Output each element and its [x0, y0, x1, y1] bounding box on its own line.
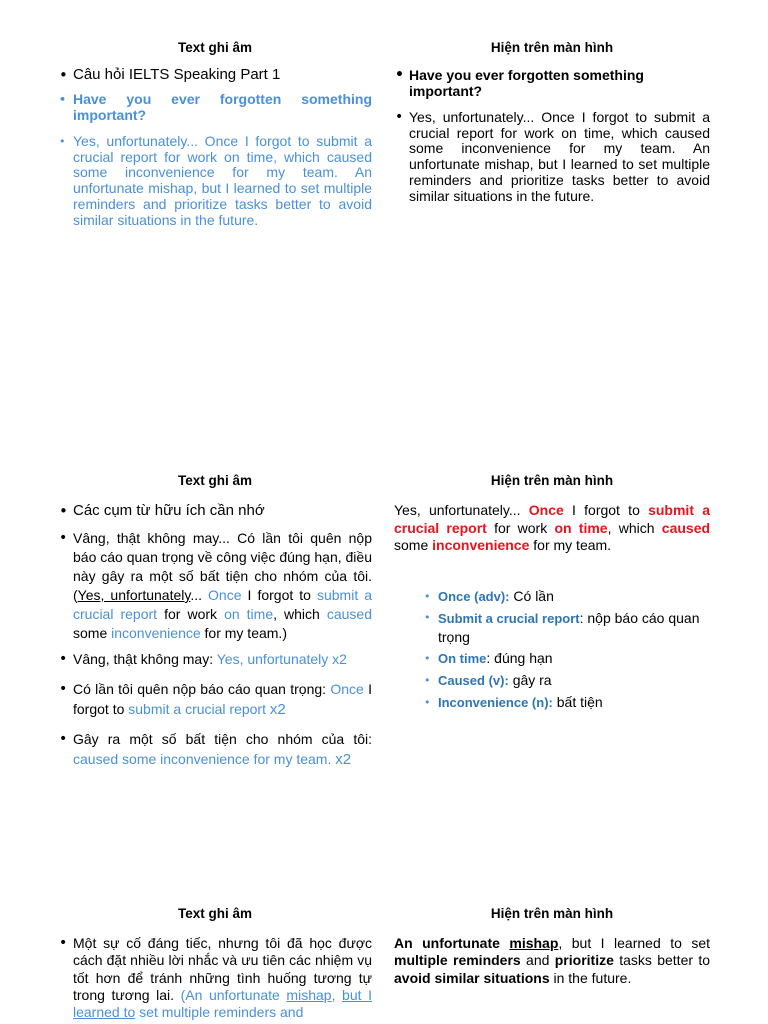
section-3-left-column [58, 905, 372, 1021]
en-text: for work [164, 606, 218, 622]
text: Yes, unfortunately... [394, 502, 521, 518]
en-phrase: Once [208, 587, 242, 603]
en-text: for my team.) [204, 625, 287, 641]
en-text: some [73, 625, 108, 641]
key-phrase: multiple reminders [394, 952, 521, 969]
list-item [58, 134, 372, 228]
section-1-left-column [58, 39, 372, 228]
vocab-meaning: gây ra [512, 671, 552, 688]
en-text: ... [190, 587, 202, 603]
key-phrase: submit a crucial report [394, 502, 710, 536]
vi-text: Có lần tôi quên nộp báo cáo quan trọng: [73, 681, 327, 697]
list-item [394, 110, 710, 204]
left-header: Text ghi âm [177, 473, 252, 488]
vi-text: Một sự cố đáng tiếc, nhưng tôi đã học được cách đặt nhiều lời nhắc và ưu tiên các nhiệm vụ tốt hơn để tránh những tình huống tương tự trong tương lai. [73, 935, 372, 1003]
vocab-meaning: bất tiện [556, 693, 603, 710]
vi-text: Gây ra một số bất tiện cho nhóm của tôi: [73, 731, 372, 747]
section-1-right-column [394, 39, 710, 204]
en-phrase: caused [326, 606, 373, 622]
key-phrase: An unfortunate [394, 935, 500, 951]
vi-text: Vâng, thật không may: [73, 651, 214, 667]
en-phrase: caused some inconvenience for my team. [73, 751, 332, 767]
list-item [58, 935, 372, 1021]
en-phrase: Once [330, 681, 364, 697]
en-phrase: mishap [286, 986, 332, 1003]
vocab-item [423, 587, 710, 606]
text: , which [607, 519, 655, 536]
text: in the future. [553, 969, 632, 986]
text: I forgot to [572, 502, 640, 518]
vocab-term: On time [438, 650, 487, 666]
vocab-item [423, 671, 710, 690]
right-header: Hiện trên màn hình [490, 906, 614, 921]
en-phrase: but I learned to [73, 986, 372, 1021]
highlighted-paragraph [394, 502, 710, 555]
answer: Yes, unfortunately... Once I forgot to submit a crucial report for work on time, which caused some inconvenience for my team. An unfortunate mishap, but I learned to set multiple reminders and prioritize tasks better to avoid similar situations in the future. [73, 133, 372, 228]
list-item [394, 68, 710, 99]
left-list [58, 502, 372, 770]
en-phrase: submit a crucial report [128, 701, 266, 717]
key-phrase: Once [528, 502, 564, 518]
en-phrase: submit a crucial report [73, 587, 373, 622]
vocab-term: Submit a crucial report [438, 610, 580, 626]
answer: Yes, unfortunately... Once I forgot to submit a crucial report for work on time, which caused some inconvenience for my team. An unfortunate mishap, but I learned to set multiple reminders and prioritize tasks better to avoid similar situations in the future. [409, 109, 710, 204]
en-text: I forgot to [247, 587, 311, 603]
section-2-right-column [394, 472, 710, 712]
right-list [394, 68, 710, 204]
left-header: Text ghi âm [177, 906, 252, 921]
list-item [58, 729, 372, 770]
left-header: Text ghi âm [177, 40, 252, 55]
left-list [58, 66, 372, 228]
list-item [58, 502, 372, 520]
vocab-item [423, 649, 710, 668]
key-phrase: avoid similar situations [394, 969, 550, 986]
vocab-meaning: : đúng hạn [486, 649, 553, 666]
text: for my team. [533, 537, 612, 553]
vocab-meaning: : nộp báo cáo quan trọng [438, 609, 700, 645]
vocab-item [423, 609, 710, 646]
en-phrase: (An unfortunate [180, 986, 280, 1003]
vocab-term: Once (adv): [438, 588, 510, 604]
right-header: Hiện trên màn hình [490, 473, 614, 488]
text: and [526, 952, 550, 969]
list-item [58, 529, 372, 643]
right-header: Hiện trên màn hình [490, 40, 614, 55]
en-phrase: Yes, unfortunately x2 [216, 651, 347, 667]
list-item [58, 650, 372, 669]
vocab-term: Caused (v): [438, 672, 509, 688]
en-text: , which [273, 606, 320, 622]
text: , but I learned to set [558, 935, 711, 951]
vocab-list [423, 587, 710, 712]
question: Have you ever forgotten something important? [409, 67, 644, 99]
text: some [394, 537, 429, 553]
en-phrase: inconvenience [111, 625, 201, 641]
key-phrase: mishap [509, 935, 559, 951]
en-text: I forgot to [73, 681, 373, 717]
repeat-badge: x2 [269, 701, 286, 718]
left-title: Câu hỏi IELTS Speaking Part 1 [73, 66, 281, 83]
left-title: Các cụm từ hữu ích cần nhớ [73, 502, 265, 519]
list-item [58, 92, 372, 123]
list-item [58, 679, 372, 720]
en-phrase: set multiple reminders and [139, 1004, 304, 1021]
en-text: , [331, 986, 336, 1003]
highlighted-paragraph [394, 935, 710, 987]
text: tasks better to [619, 952, 711, 969]
question: Have you ever forgotten something important? [73, 91, 372, 123]
vocab-meaning: Có lần [513, 587, 554, 604]
section-3-right-column [394, 905, 710, 987]
en-phrase: Yes, unfortunately [77, 587, 191, 603]
left-list [58, 935, 372, 1021]
vocab-term: Inconvenience (n): [438, 694, 553, 710]
key-phrase: inconvenience [432, 537, 530, 553]
section-2-left-column [58, 472, 372, 770]
en-phrase: on time [224, 606, 274, 622]
key-phrase: prioritize [554, 952, 614, 969]
key-phrase: caused [661, 519, 711, 536]
list-item [58, 66, 372, 84]
repeat-badge: x2 [335, 751, 352, 768]
text: for work [494, 519, 548, 536]
vi-text: Vâng, thật không may... Có lần tôi quên nộp báo cáo quan trọng về công việc đúng hạn, điều này gây ra một số bất tiện cho nhóm của tôi. ( [73, 530, 372, 603]
vocab-item [423, 693, 710, 712]
key-phrase: on time [554, 519, 608, 536]
